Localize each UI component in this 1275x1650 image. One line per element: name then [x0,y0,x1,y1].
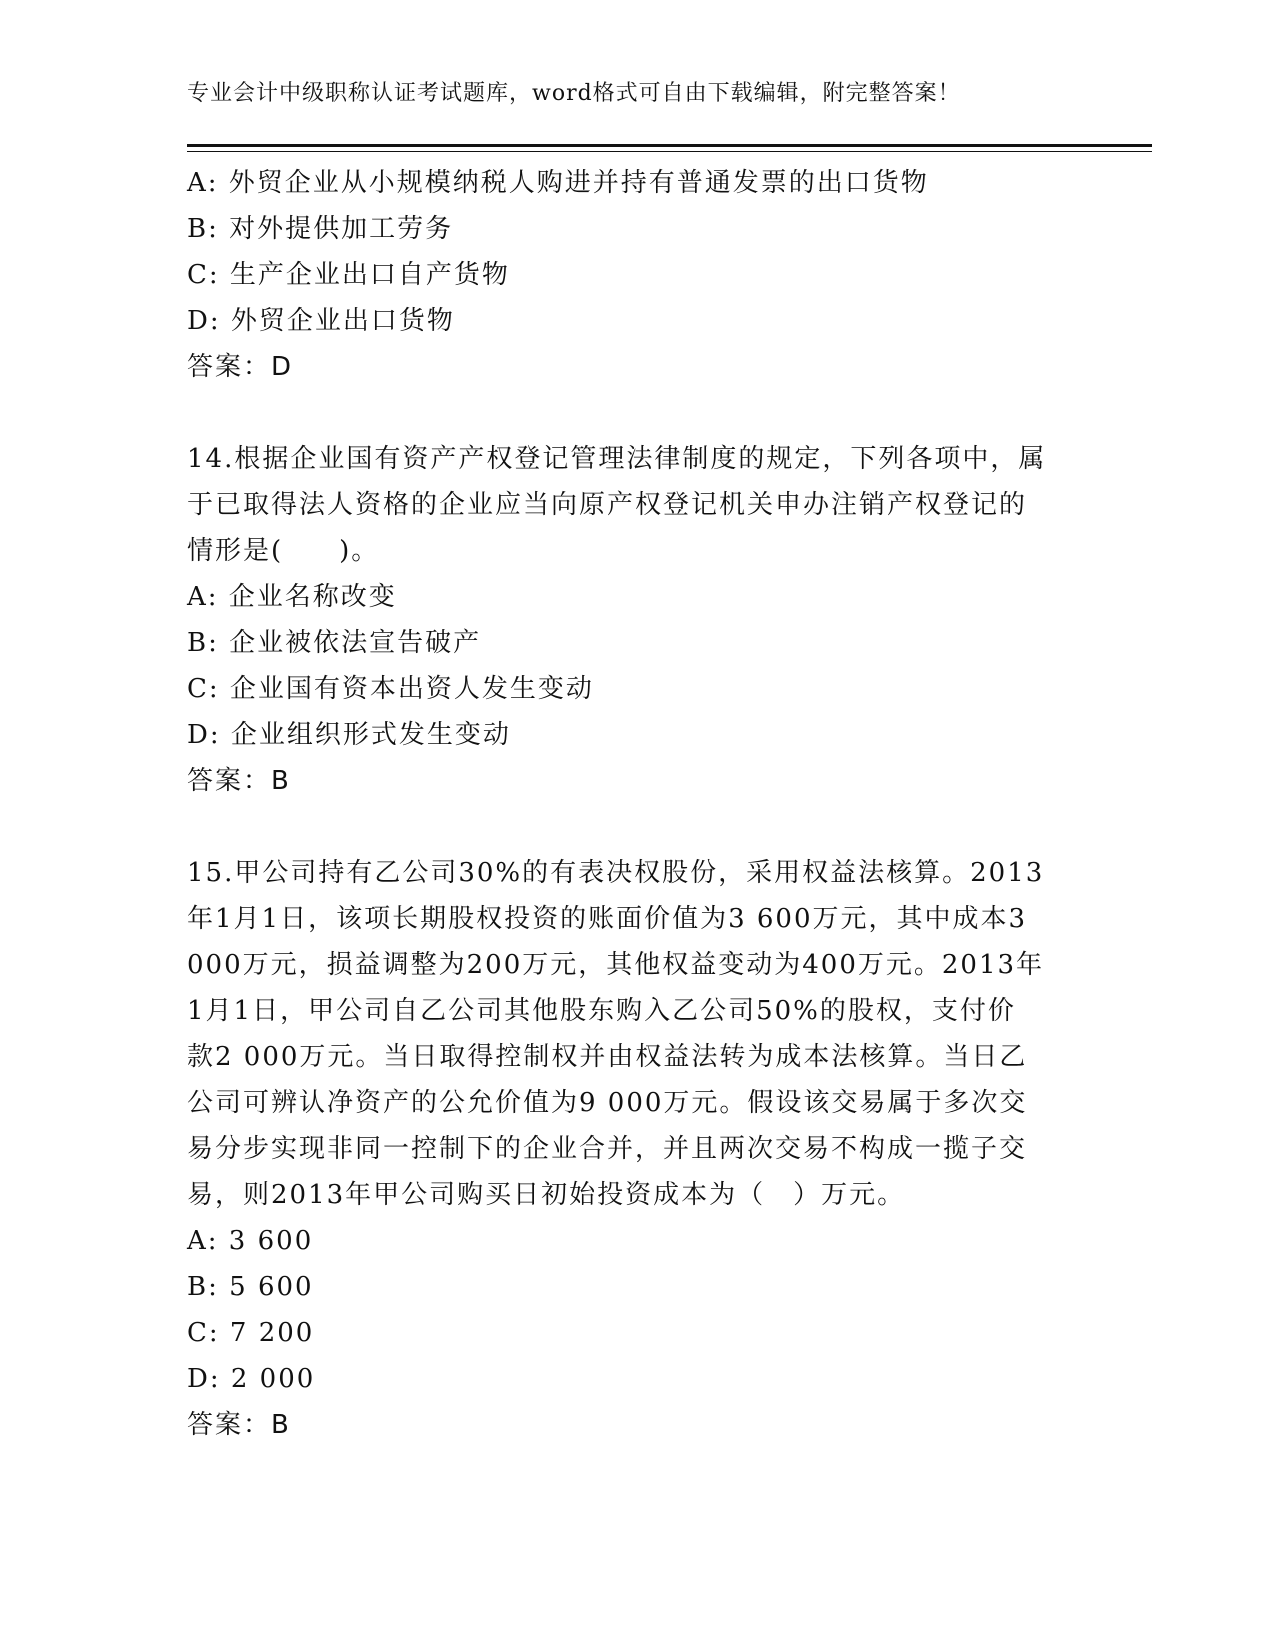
question-stem-line: 款2 000万元。当日取得控制权并由权益法转为成本法核算。当日乙 [187,1042,1028,1072]
option-d: D: 企业组织形式发生变动 [187,720,511,750]
question-stem-line: 1月1日，甲公司自乙公司其他股东购入乙公司50%的股权，支付价 [187,996,1016,1026]
question-14-block [187,436,1087,804]
document-body [187,160,1087,1448]
question-stem-line: 情形是( )。 [187,536,380,566]
answer: 答案：B [187,766,291,796]
header-rule-thin [187,151,1152,152]
option-b: B: 5 600 [187,1272,314,1302]
option-b: B: 对外提供加工劳务 [187,214,454,244]
question-stem-line: 年1月1日，该项长期股权投资的账面价值为3 600万元，其中成本3 [187,904,1028,934]
question-stem-line: 000万元，损益调整为200万元，其他权益变动为400万元。2013年 [187,950,1045,980]
question-stem-line: 公司可辨认净资产的公允价值为9 000万元。假设该交易属于多次交 [187,1088,1028,1118]
option-d: D: 外贸企业出口货物 [187,306,455,336]
option-c: C: 7 200 [187,1318,315,1348]
question-13-block [187,160,1087,390]
answer: 答案：B [187,1410,291,1440]
question-15-block [187,850,1087,1448]
question-stem-line: 14.根据企业国有资产产权登记管理法律制度的规定，下列各项中，属 [187,444,1047,474]
header-rule-thick [187,144,1152,147]
question-stem-line: 于已取得法人资格的企业应当向原产权登记机关申办注销产权登记的 [187,490,1028,520]
option-d: D: 2 000 [187,1364,316,1394]
answer: 答案：D [187,352,294,382]
option-a: A: 3 600 [187,1226,314,1256]
option-c: C: 企业国有资本出资人发生变动 [187,674,594,704]
option-a: A: 企业名称改变 [187,582,397,612]
page-header: 专业会计中级职称认证考试题库，word格式可自由下载编辑，附完整答案！ [187,81,961,106]
option-b: B: 企业被依法宣告破产 [187,628,482,658]
question-stem-line: 易分步实现非同一控制下的企业合并，并且两次交易不构成一揽子交 [187,1134,1028,1164]
question-stem-line: 易，则2013年甲公司购买日初始投资成本为（ ）万元。 [187,1180,906,1210]
option-a: A: 外贸企业从小规模纳税人购进并持有普通发票的出口货物 [187,168,929,198]
option-c: C: 生产企业出口自产货物 [187,260,510,290]
question-stem-line: 15.甲公司持有乙公司30%的有表决权股份，采用权益法核算。2013 [187,858,1045,888]
